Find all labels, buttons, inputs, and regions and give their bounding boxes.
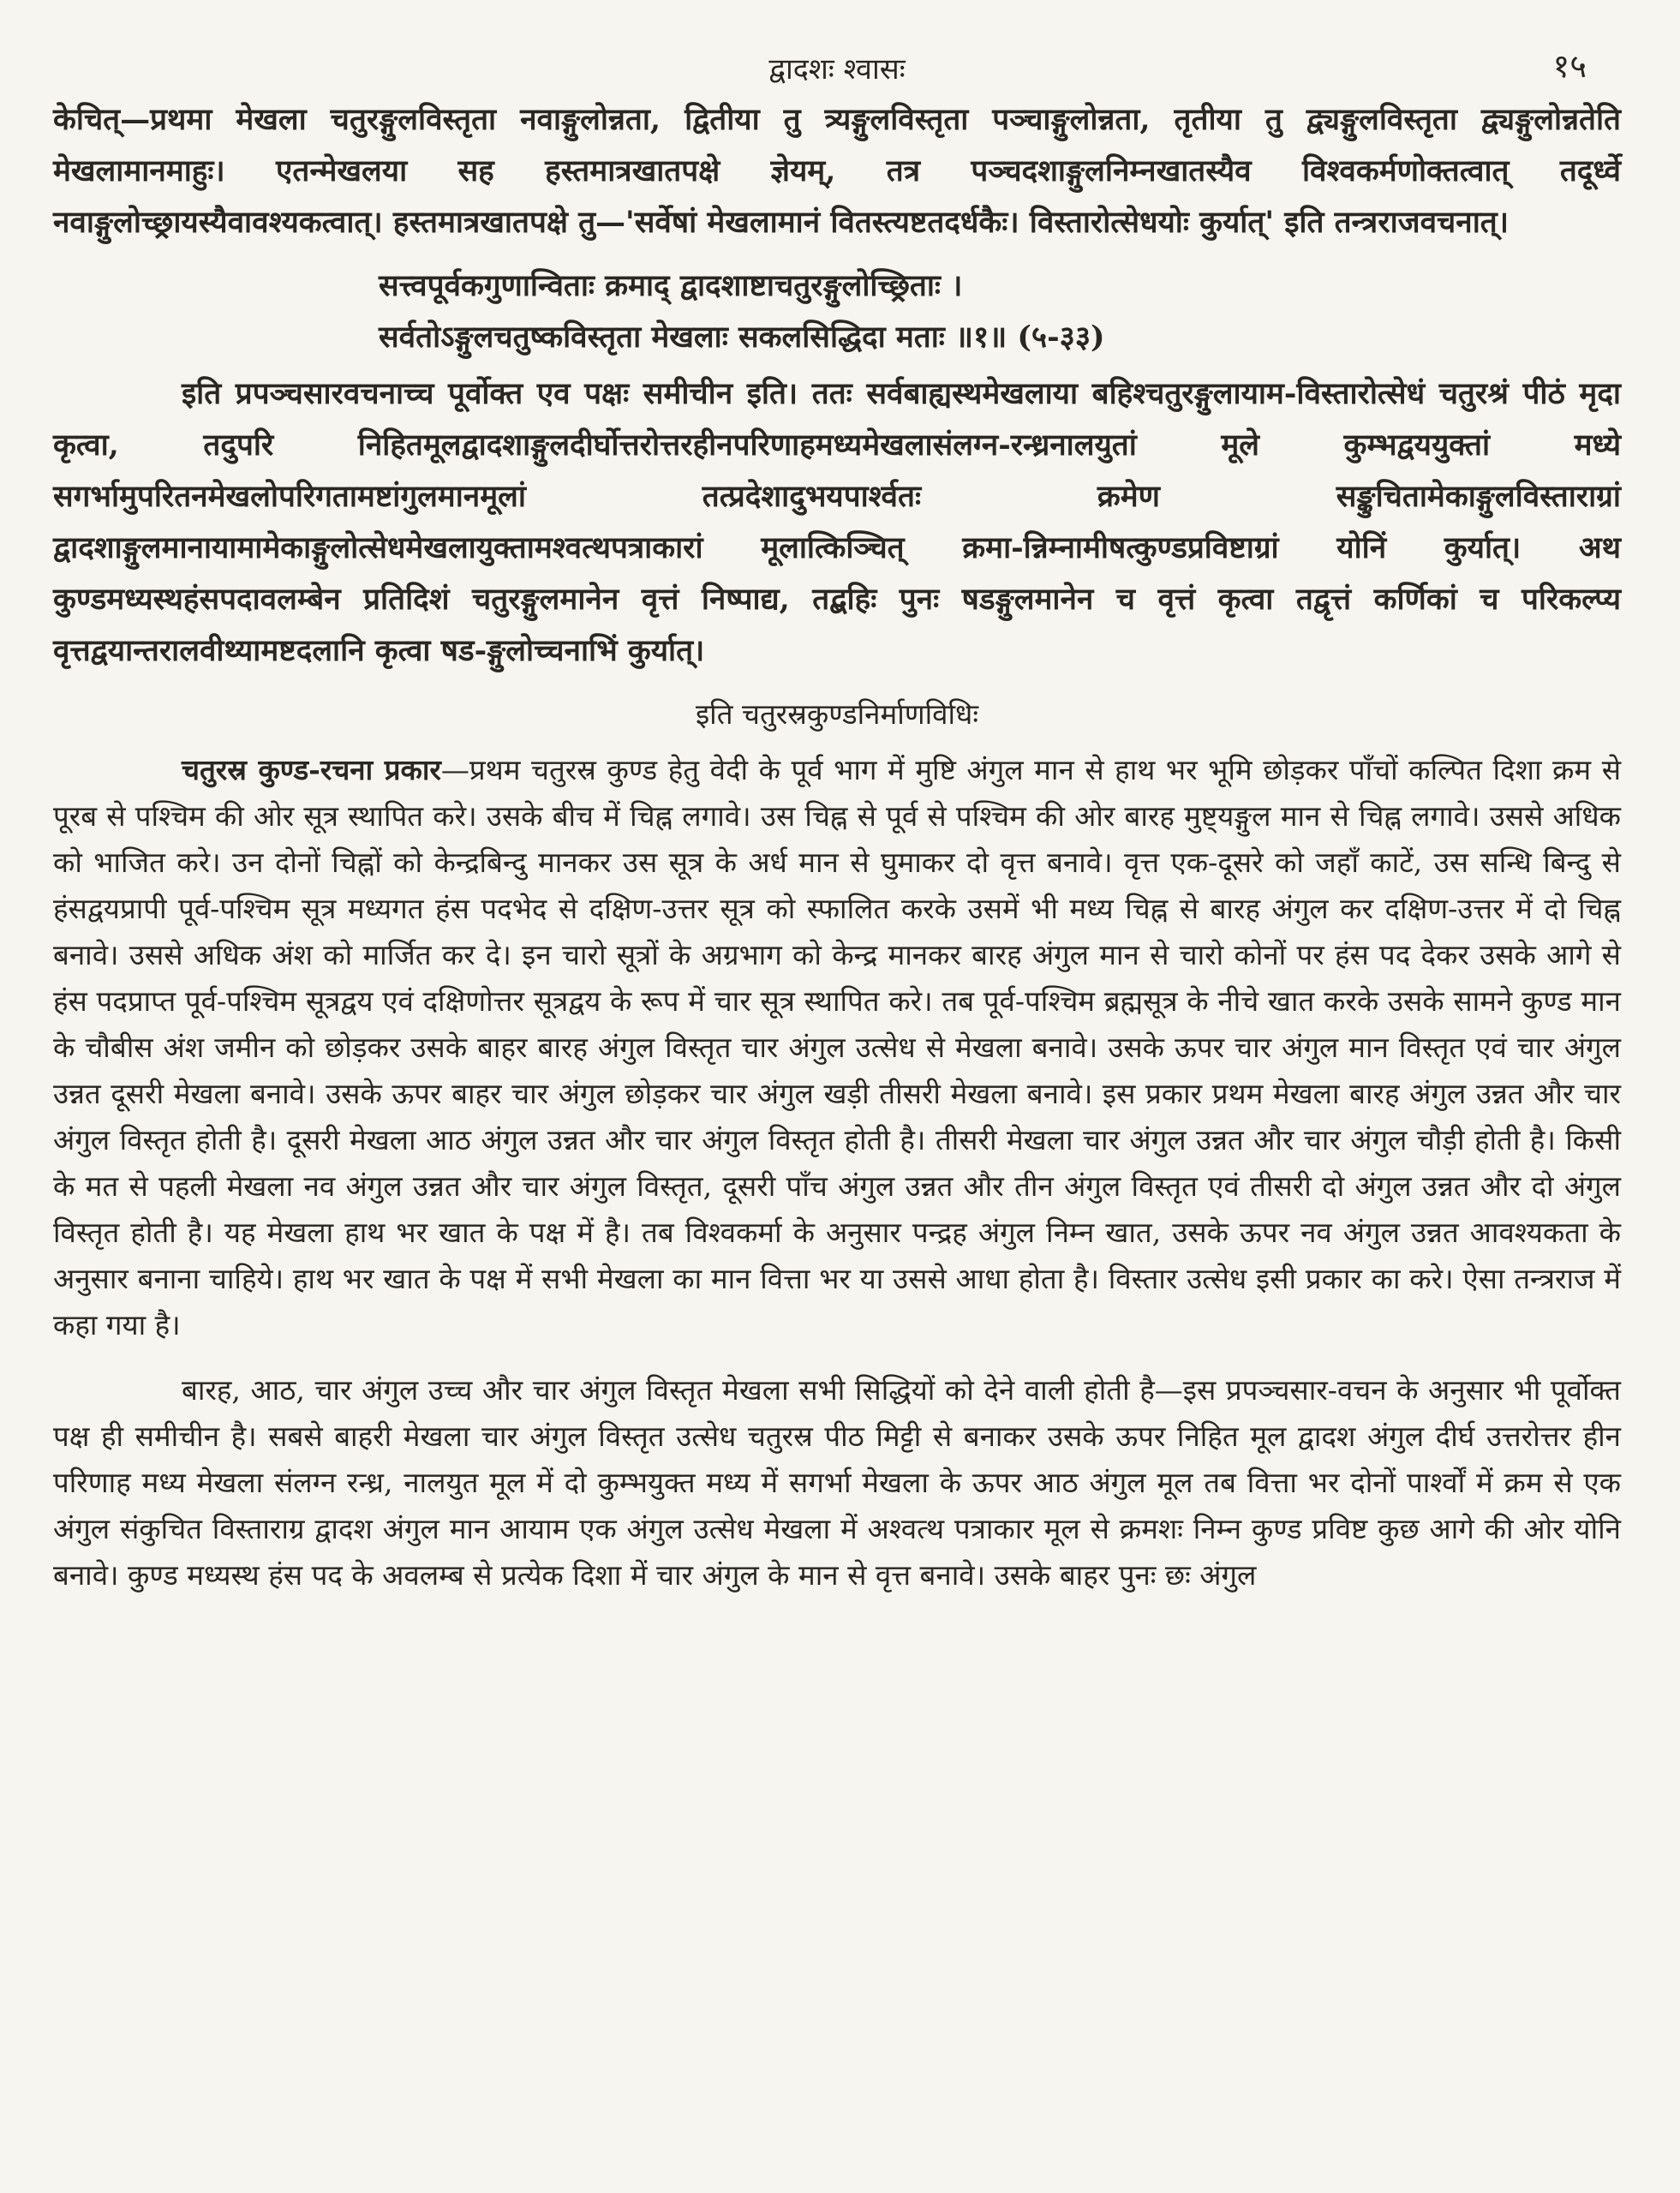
page-header xyxy=(53,34,1621,94)
running-head: द्वादशः श्वासः xyxy=(768,52,906,87)
hindi-translation xyxy=(53,747,1621,1598)
section-colophon: इति चतुरस्रकुण्डनिर्माणविधिः xyxy=(695,697,979,731)
section-heading: चतुरस्र कुण्ड-रचना प्रकार xyxy=(182,753,441,786)
sanskrit-paragraph: केचित्—प्रथमा मेखला चतुरङ्गुलविस्तृता नवाङ्गुलोन्नता, द्वितीया तु त्र्यङ्गुलविस्तृता पञ्चाङ्गुलोन्नता, तृतीया तु द्व्यङ्गुलविस्तृता द्व्यङ्गुलोन्नतेति मेखलामानमाहुः। एतन्मेखलया सह हस्तमात्रखातपक्षे ज्ञेयम्, तत्र पञ्चदशाङ्गुलनिम्नखातस्यैव विश्वकर्मणोक्तत्वात् तदूर्ध्वे नवाङ्गुलोच्छ्रायस्यैवावश्यकत्वात्। हस्तमात्रखातपक्षे तु—'सर्वेषां मेखलामानं वितस्त्यष्टतदर्धकैः। विस्तारोत्सेधयोः कुर्यात्' इति तन्त्रराजवचनात्। xyxy=(53,102,1621,240)
hindi-paragraph: बारह, आठ, चार अंगुल उच्च और चार अंगुल विस्तृत मेखला सभी सिद्धियों को देने वाली होती है—इस प्रपञ्चसार-वचन के अनुसार भी पूर्वोक्त पक्ष ही समीचीन है। सबसे बाहरी मेखला चार अंगुल विस्तृत उत्सेध चतुरस्र पीठ मिट्टी से बनाकर उसके ऊपर निहित मूल द्वादश अंगुल दीर्घ उत्तरोत्तर हीन परिणाह मध्य मेखला संलग्न रन्ध्र, नालयुत मूल में दो कुम्भयुक्त मध्य में सगर्भा मेखला के ऊपर आठ अंगुल मूल तब वित्ता भर दोनों पार्श्वों में क्रम से एक अंगुल संकुचित विस्ताराग्र द्वादश अंगुल मान आयाम एक अंगुल उत्सेध मेखला में अश्वत्थ पत्राकार मूल से क्रमशः निम्न कुण्ड प्रविष्ट कुछ आगे की ओर योनि बनावे। कुण्ड मध्यस्थ हंस पद के अवलम्ब से प्रत्येक दिशा में चार अंगुल के मान से वृत्त बनावे। उसके बाहर पुनः छः अंगुल xyxy=(53,1373,1621,1592)
hindi-paragraph xyxy=(53,747,1621,1348)
verse-block xyxy=(379,260,1621,363)
verse-line: सत्त्वपूर्वकगुणान्विताः क्रमाद् द्वादशाष्टाचतुरङ्गुलोच्छ्रिताः । xyxy=(379,268,963,303)
book-page xyxy=(53,34,1621,2167)
verse-line: सर्वतोऽङ्गुलचतुष्कविस्तृता मेखलाः सकलसिद्धिदा मताः ॥१॥ (५-३३) xyxy=(379,320,1105,355)
sanskrit-text xyxy=(53,94,1621,738)
page-number: १५ xyxy=(1552,47,1587,85)
sanskrit-paragraph: इति प्रपञ्चसारवचनाच्च पूर्वोक्त एव पक्षः समीचीन इति। ततः सर्वबाह्यस्थमेखलाया बहिश्चतुरङ्गुलायाम-विस्तारोत्सेधं चतुरश्रं पीठं मृदा कृत्वा, तदुपरि निहितमूलद्वादशाङ्गुलदीर्घोत्तरोत्तरहीनपरिणाहमध्यमेखलासंलग्न-रन्ध्रनालयुतां मूले कुम्भद्वययुक्तां मध्ये सगर्भामुपरितनमेखलोपरिगतामष्टांगुलमानमूलां तत्प्रदेशादुभयपार्श्वतः क्रमेण सङ्कुचितामेकाङ्गुलविस्ताराग्रां द्वादशाङ्गुलमानायामामेकाङ्गुलोत्सेधमेखलायुक्तामश्वत्थपत्राकारां मूलात्किञ्चित् क्रमा-न्निम्नामीषत्कुण्डप्रविष्टाग्रां योनिं कुर्यात्। अथ कुण्डमध्यस्थहंसपदावलम्बेन प्रतिदिशं चतुरङ्गुलमानेन वृत्तं निष्पाद्य, तद्बहिः पुनः षडङ्गुलमानेन च वृत्तं कृत्वा तद्वृत्तं कर्णिकां च परिकल्प्य वृत्तद्वयान्तरालवीथ्यामष्टदलानि कृत्वा षड-ङ्गुलोच्चनाभिं कुर्यात्। xyxy=(53,376,1621,668)
hindi-paragraph-text: —प्रथम चतुरस्र कुण्ड हेतु वेदी के पूर्व भाग में मुष्टि अंगुल मान से हाथ भर भूमि छोड़कर पाँचों कल्पित दिशा क्रम से पूरब से पश्चिम की ओर सूत्र स्थापित करे। उसके बीच में चिह्न लगावे। उस चिह्न से पूर्व से पश्चिम की ओर बारह मुष्ट्यङ्गुल मान से चिह्न लगावे। उससे अधिक को भाजित करे। उन दोनों चिह्नों को केन्द्रबिन्दु मानकर उस सूत्र के अर्ध मान से घुमाकर दो वृत्त बनावे। वृत्त एक-दूसरे को जहाँ काटें, उस सन्धि बिन्दु से हंसद्वयप्रापी पूर्व-पश्चिम सूत्र मध्यगत हंस पदभेद से दक्षिण-उत्तर सूत्र को स्फालित करके उसमें भी मध्य चिह्न से बारह अंगुल कर दक्षिण-उत्तर में दो चिह्न बनावे। उससे अधिक अंश को मार्जित कर दे। इन चारो सूत्रों के अग्रभाग को केन्द्र मानकर बारह अंगुल मान से चारो कोनों पर हंस पद देकर उसके आगे से हंस पदप्राप्त पूर्व-पश्चिम सूत्रद्वय एवं दक्षिणोत्तर सूत्रद्वय के रूप में चार सूत्र स्थापित करे। तब पूर्व-पश्चिम ब्रह्मसूत्र के नीचे खात करके उसके सामने कुण्ड मान के चौबीस अंश जमीन को छोड़कर उसके बाहर बारह अंगुल विस्तृत चार अंगुल उत्सेध से मेखला बनावे। उसके ऊपर चार अंगुल मान विस्तृत एवं चार अंगुल उन्नत दूसरी मेखला बनावे। उसके ऊपर बाहर चार अंगुल छोड़कर चार अंगुल खड़ी तीसरी मेखला बनावे। इस प्रकार प्रथम मेखला बारह अंगुल उन्नत और चार अंगुल विस्तृत होती है। दूसरी मेखला आठ अंगुल उन्नत और चार अंगुल विस्तृत होती है। तीसरी मेखला चार अंगुल उन्नत और चार अंगुल चौड़ी होती है। किसी के मत से पहली मेखला नव अंगुल उन्नत और चार अंगुल विस्तृत, दूसरी पाँच अंगुल उन्नत और तीन अंगुल विस्तृत एवं तीसरी दो अंगुल उन्नत और दो अंगुल विस्तृत होती है। यह मेखला हाथ भर खात के पक्ष में है। तब विश्वकर्मा के अनुसार पन्द्रह अंगुल निम्न खात, उसके ऊपर नव अंगुल उन्नत आवश्यकता के अनुसार बनाना चाहिये। हाथ भर खात के पक्ष में सभी मेखला का मान वित्ता भर या उससे आधा होता है। विस्तार उत्सेध इसी प्रकार का करे। ऐसा तन्त्रराज में कहा गया है। xyxy=(53,753,1622,1341)
